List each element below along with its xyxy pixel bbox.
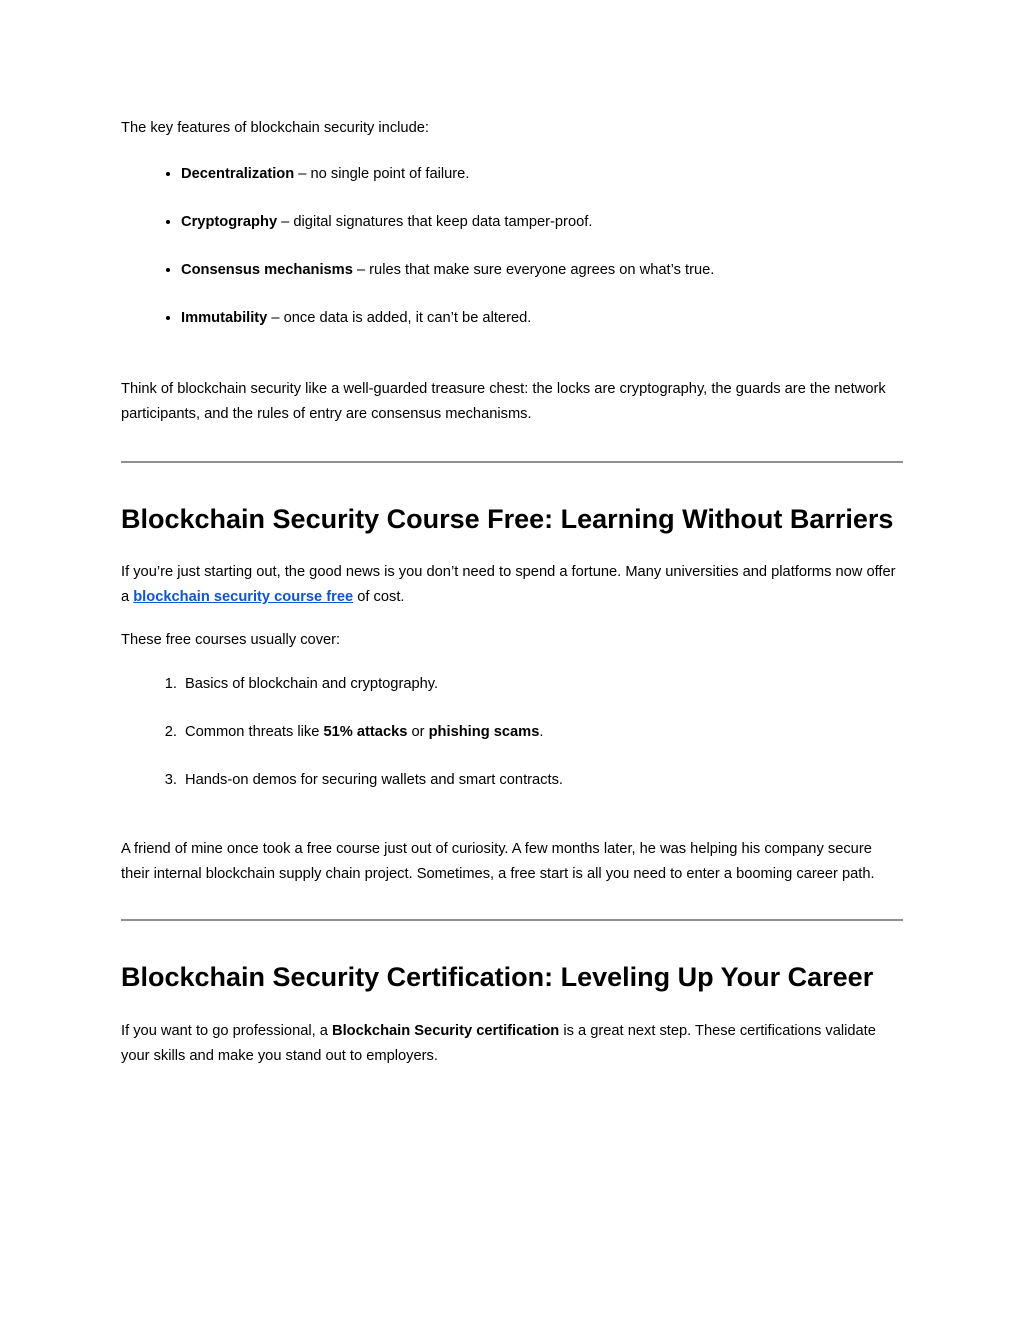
text-segment: is a great next step. These certifications validate your skills and make you stand out to employers. [121, 1023, 876, 1064]
section-heading-course: Blockchain Security Course Free: Learning Without Barriers [121, 504, 894, 534]
certification-paragraph [121, 1019, 903, 1069]
feature-term: Immutability [181, 310, 268, 326]
list-item [181, 306, 903, 331]
feature-desc: – digital signatures that keep data tamper-proof. [277, 214, 593, 230]
list-item [181, 258, 903, 283]
course-free-link[interactable]: blockchain security course free [133, 589, 354, 605]
text-segment: or [407, 724, 429, 740]
feature-desc: – rules that make sure everyone agrees on what’s true. [352, 262, 715, 278]
feature-desc: – once data is added, it can’t be altered. [267, 310, 532, 326]
feature-term: Decentralization [181, 166, 295, 182]
analogy-paragraph: Think of blockchain security like a well-guarded treasure chest: the locks are cryptography, the guards are the network participants, and the rules of entry are consensus mechanisms. [121, 381, 886, 422]
bold-phrase: Blockchain Security certification [332, 1023, 560, 1039]
text-segment: If you’re just starting out, the good news is you don’t need to spend a fortune. Many universities and platforms now offer a [121, 564, 896, 605]
feature-term: Cryptography [181, 214, 278, 230]
section-divider [121, 919, 903, 921]
text-segment: If you want to go professional, a [121, 1023, 333, 1039]
text-segment: Basics of blockchain and cryptography. [185, 676, 439, 692]
bold-phrase: 51% attacks [323, 724, 408, 740]
intro-paragraph: The key features of blockchain security include: [121, 120, 429, 136]
text-segment: of cost. [353, 589, 405, 605]
list-item [181, 162, 903, 187]
list-item [181, 768, 903, 793]
course-topics-list [121, 672, 903, 793]
feature-desc: – no single point of failure. [294, 166, 470, 182]
anecdote-paragraph: A friend of mine once took a free course just out of curiosity. A few months later, he was helping his company secure their internal blockchain supply chain project. Sometimes, a free start is all you need to enter a booming career path. [121, 841, 875, 882]
course-intro-paragraph [121, 560, 903, 610]
feature-term: Consensus mechanisms [181, 262, 353, 278]
topics-intro-line: These free courses usually cover: [121, 632, 341, 648]
section-divider [121, 461, 903, 463]
section-heading-certification: Blockchain Security Certification: Leveling Up Your Career [121, 962, 874, 992]
text-segment: Common threats like [185, 724, 324, 740]
list-item [181, 720, 903, 745]
bold-phrase: phishing scams [428, 724, 540, 740]
list-item [181, 210, 903, 235]
features-list [121, 162, 903, 331]
text-segment: Hands-on demos for securing wallets and smart contracts. [185, 772, 563, 788]
list-item [181, 672, 903, 697]
text-segment: . [539, 724, 544, 740]
